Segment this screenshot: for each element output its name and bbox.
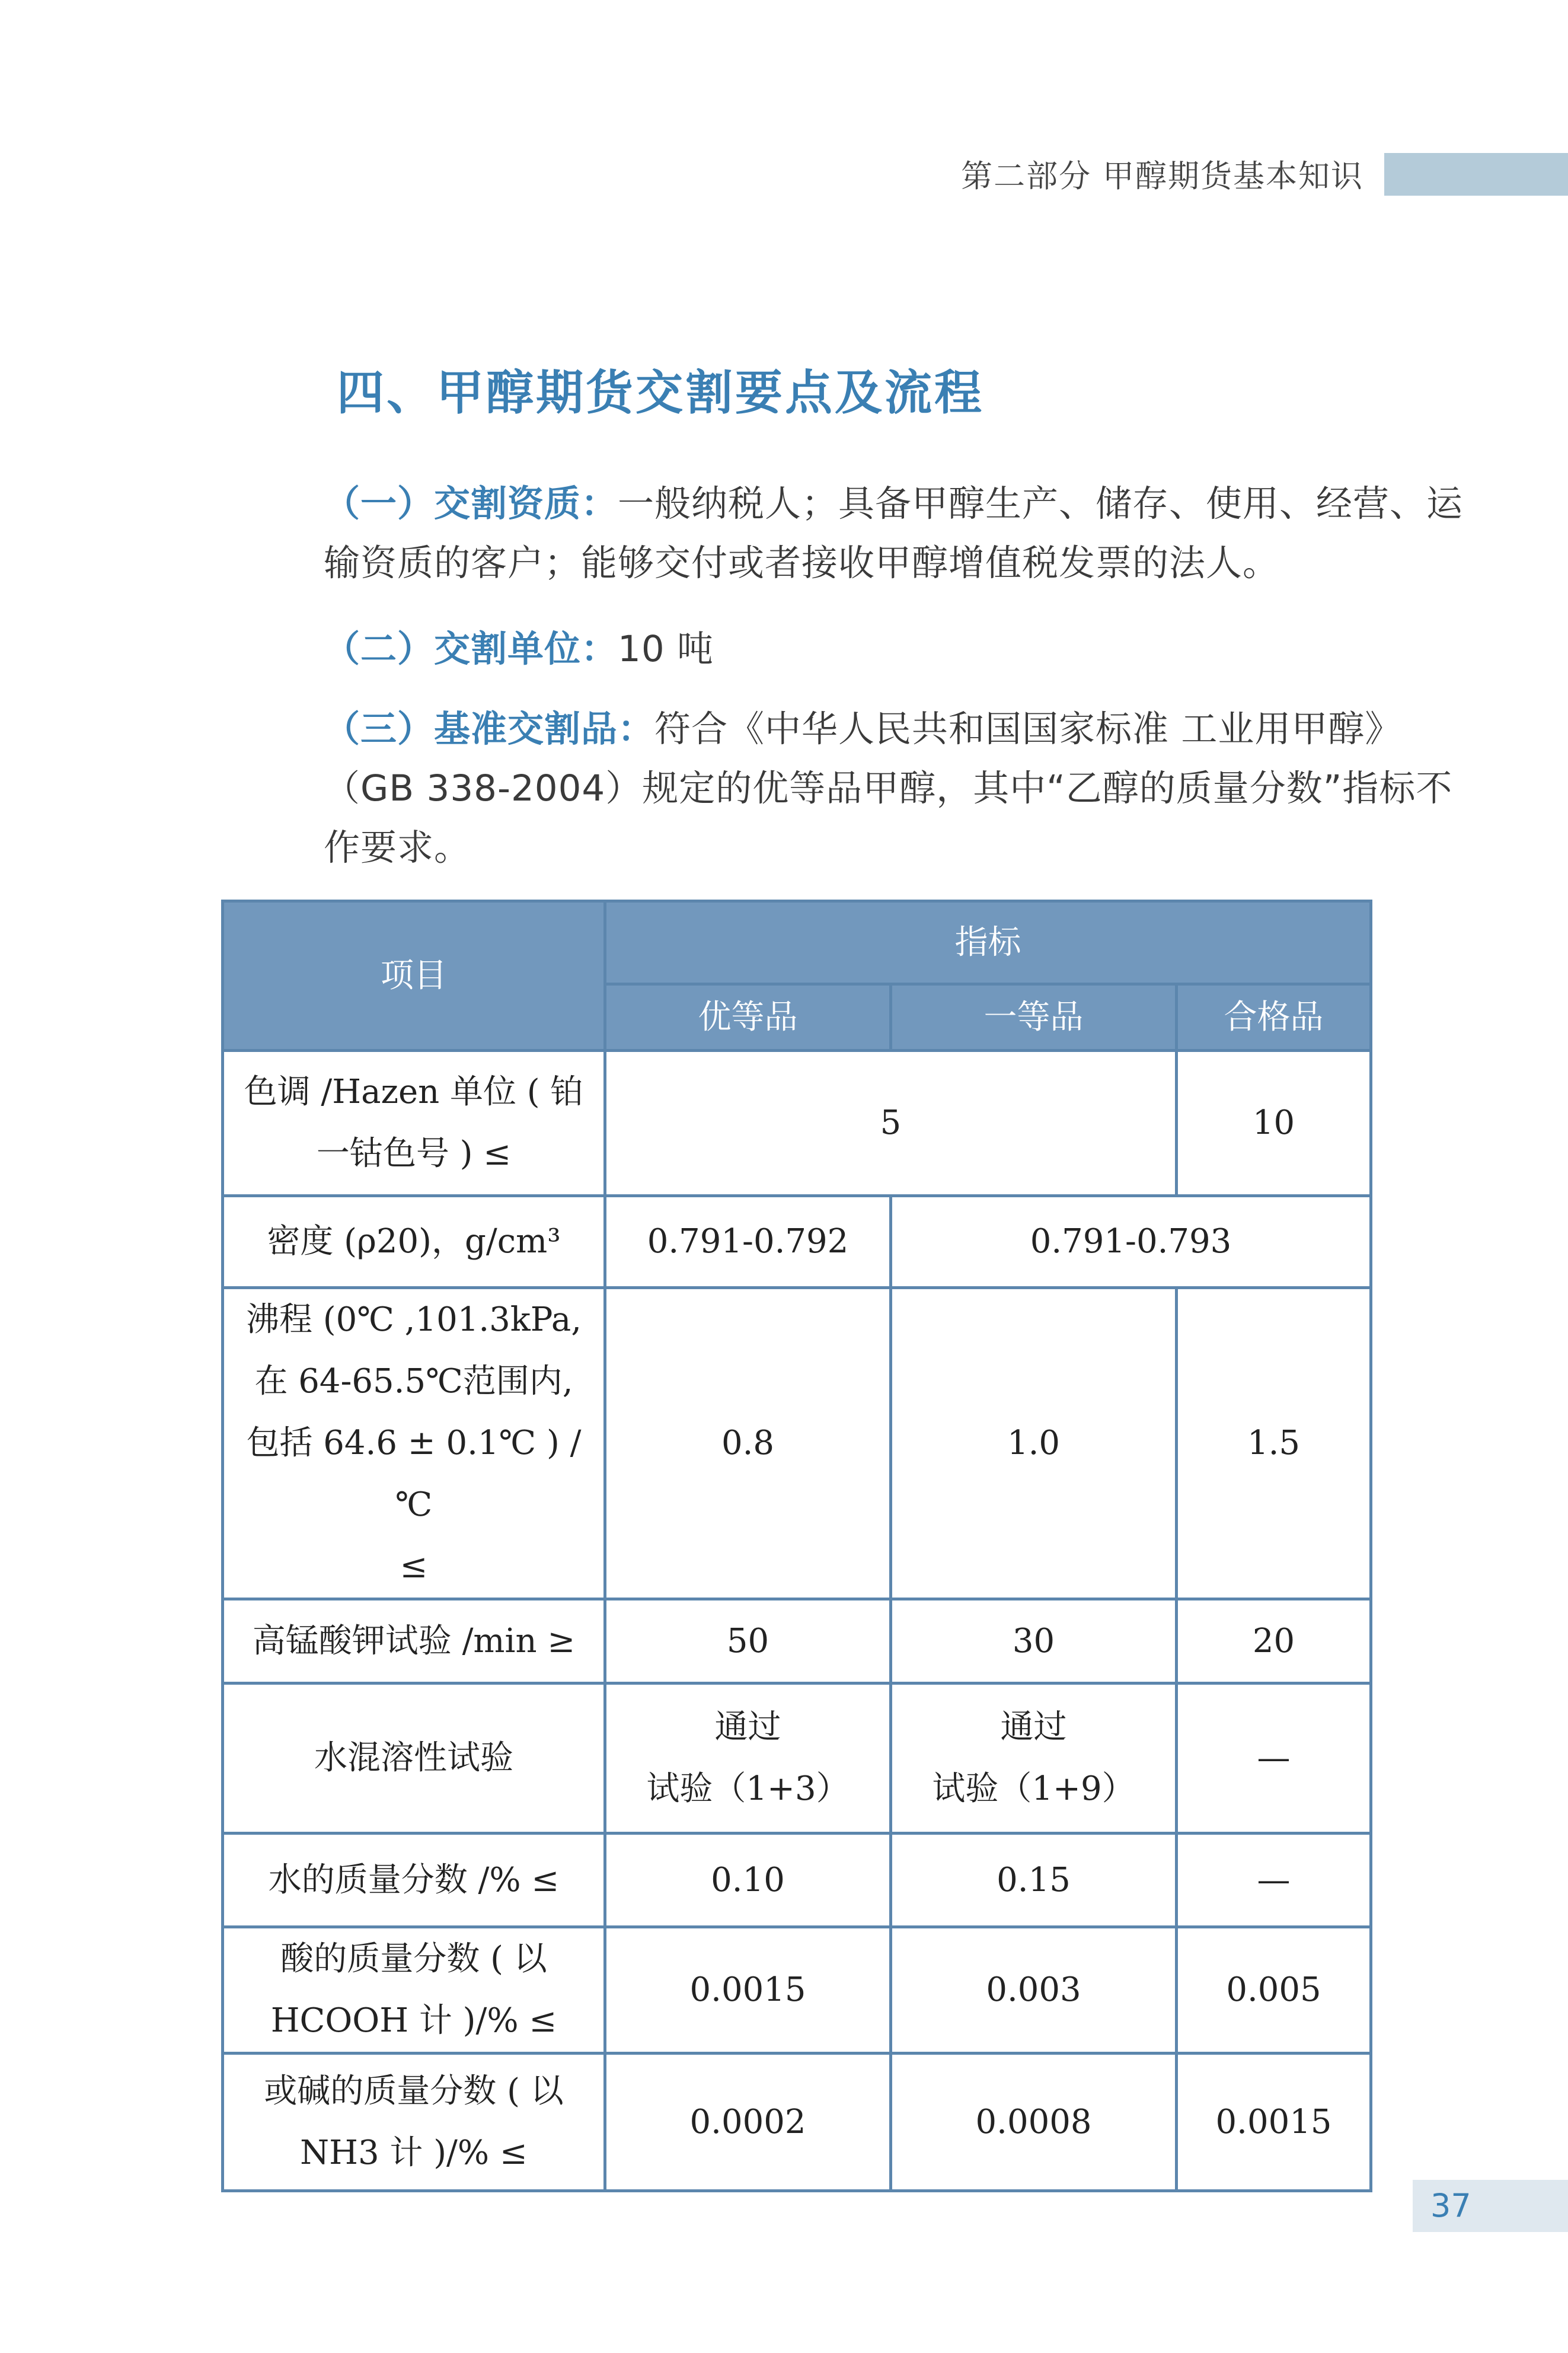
paragraph-lead: （一）交割资质： <box>324 483 618 525</box>
table-cell: 20 <box>1177 1599 1371 1684</box>
table-cell: 0.10 <box>605 1834 891 1927</box>
table-cell: 1.0 <box>891 1288 1177 1599</box>
paragraph-delivery-qualification <box>224 474 1468 593</box>
table-cell: 通过 试验（1+9） <box>891 1684 1177 1834</box>
row-label: 水混溶性试验 <box>223 1684 605 1834</box>
header-grade-qualified: 合格品 <box>1177 984 1371 1051</box>
row-label: 色调 /Hazen 单位 ( 铂 一钴色号 ) ≤ <box>223 1051 605 1196</box>
table-cell: — <box>1177 1834 1371 1927</box>
table-cell: 0.791-0.792 <box>605 1196 891 1288</box>
header-accent-bar <box>1384 153 1568 196</box>
table-cell: 通过 试验（1+3） <box>605 1684 891 1834</box>
paragraph-lead: （三）基准交割品： <box>324 708 655 750</box>
section-title: 四、甲醇期货交割要点及流程 <box>337 365 984 420</box>
paragraph-delivery-unit <box>224 620 1468 679</box>
header-grade-first: 一等品 <box>891 984 1177 1051</box>
table-cell: 10 <box>1177 1051 1371 1196</box>
header-indicator: 指标 <box>605 901 1371 984</box>
table-row <box>223 1196 1371 1288</box>
row-label: 沸程 (0℃ ,101.3kPa, 在 64-65.5℃范围内, 包括 64.6 ± 0.1℃ ) /℃ ≤ <box>223 1288 605 1599</box>
table-cell: 0.0015 <box>1177 2054 1371 2191</box>
paragraph-benchmark-product <box>224 700 1468 878</box>
table-cell: 5 <box>605 1051 1177 1196</box>
table-row <box>223 2054 1371 2191</box>
header-grade-premium: 优等品 <box>605 984 891 1051</box>
table-row <box>223 1599 1371 1684</box>
table-row <box>223 1834 1371 1927</box>
table-cell: 0.0015 <box>605 1927 891 2054</box>
table-row <box>223 1684 1371 1834</box>
table-row <box>223 1288 1371 1599</box>
paragraph-text: 符合《中华人民共和国国家标准 工业用甲醇》（GB 338-2004）规定的优等品甲醇，其中“乙醇的质量分数”指标不作要求。 <box>324 708 1453 869</box>
paragraph-text: 10 吨 <box>618 628 714 670</box>
row-label: 水的质量分数 /% ≤ <box>223 1834 605 1927</box>
running-header: 第二部分 甲醇期货基本知识 <box>961 158 1363 195</box>
row-label: 高锰酸钾试验 /min ≥ <box>223 1599 605 1684</box>
table-cell: 0.8 <box>605 1288 891 1599</box>
table-cell: 30 <box>891 1599 1177 1684</box>
row-label: 或碱的质量分数 ( 以 NH3 计 )/% ≤ <box>223 2054 605 2191</box>
table-cell: 0.003 <box>891 1927 1177 2054</box>
header-item: 项目 <box>223 901 605 1051</box>
table-cell: 50 <box>605 1599 891 1684</box>
table-cell: 0.005 <box>1177 1927 1371 2054</box>
table-cell: 1.5 <box>1177 1288 1371 1599</box>
paragraph-text: 一般纳税人；具备甲醇生产、储存、使用、经营、运输资质的客户；能够交付或者接收甲醇增值税发票的法人。 <box>324 483 1464 584</box>
table-cell: 0.15 <box>891 1834 1177 1927</box>
table-cell: 0.0002 <box>605 2054 891 2191</box>
table-cell: 0.791-0.793 <box>891 1196 1371 1288</box>
table-row <box>223 1051 1371 1196</box>
page-number: 37 <box>1413 2180 1568 2232</box>
table-cell: 0.0008 <box>891 2054 1177 2191</box>
table-cell: — <box>1177 1684 1371 1834</box>
methanol-spec-table <box>221 900 1372 2192</box>
row-label: 酸的质量分数 ( 以 HCOOH 计 )/% ≤ <box>223 1927 605 2054</box>
row-label: 密度 (ρ20)，g/cm³ <box>223 1196 605 1288</box>
table-row <box>223 1927 1371 2054</box>
paragraph-lead: （二）交割单位： <box>324 628 618 670</box>
